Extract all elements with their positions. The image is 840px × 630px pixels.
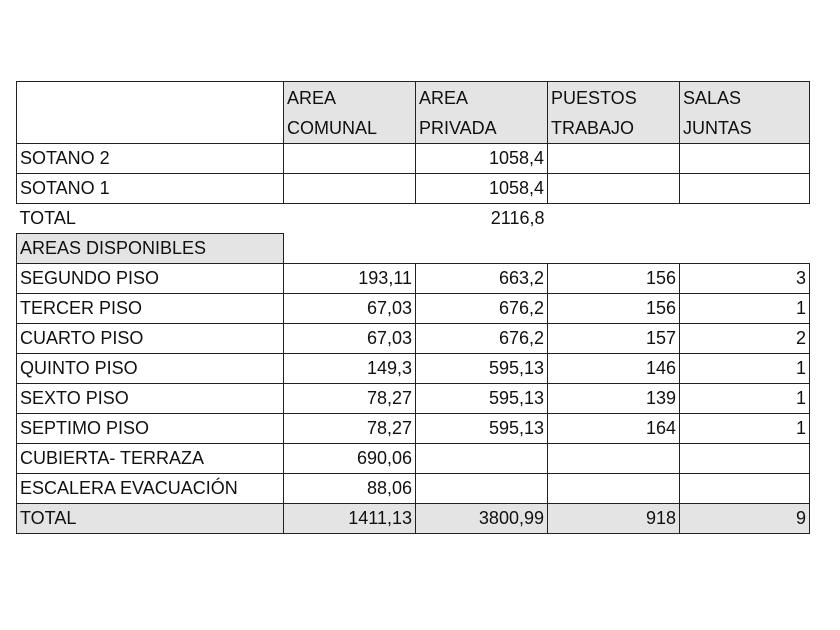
table-row [17,384,810,414]
privada-cell: 1058,4 [416,174,548,204]
salas-cell: 1 [680,384,810,414]
comunal-cell: 193,11 [284,264,416,294]
header-line: JUNTAS [683,118,752,138]
row-label: SEXTO PISO [17,384,284,414]
comunal-cell: 149,3 [284,354,416,384]
row-label: TERCER PISO [17,294,284,324]
row-label: ESCALERA EVACUACIÓN [17,474,284,504]
header-line: PRIVADA [419,118,497,138]
salas-cell: 1 [680,294,810,324]
comunal-cell: 67,03 [284,324,416,354]
row-label: SOTANO 1 [17,174,284,204]
privada-cell: 1058,4 [416,144,548,174]
row-label: SEPTIMO PISO [17,414,284,444]
puestos-cell: 164 [548,414,680,444]
table-row [17,294,810,324]
puestos-cell [548,474,680,504]
table-row [17,474,810,504]
salas-cell: 1 [680,414,810,444]
puestos-cell: 156 [548,294,680,324]
puestos-cell [548,444,680,474]
salas-cell [680,474,810,504]
comunal-cell: 78,27 [284,384,416,414]
comunal-cell: 1411,13 [284,504,416,534]
header-salas-juntas [680,82,810,144]
comunal-cell [284,174,416,204]
puestos-cell: 918 [548,504,680,534]
comunal-cell [284,204,416,234]
header-line: PUESTOS [551,88,637,108]
puestos-cell: 156 [548,264,680,294]
header-line: TRABAJO [551,118,635,138]
salas-cell [680,204,810,234]
comunal-cell: 690,06 [284,444,416,474]
header-line: AREA [287,88,337,108]
header-blank-cell [17,82,284,144]
salas-cell [680,444,810,474]
row-label: CUBIERTA- TERRAZA [17,444,284,474]
salas-cell: 2 [680,324,810,354]
header-area-comunal [284,82,416,144]
privada-cell: 595,13 [416,354,548,384]
section-row [17,234,810,264]
empty-cell [680,234,810,264]
privada-cell: 3800,99 [416,504,548,534]
row-label: SOTANO 2 [17,144,284,174]
puestos-cell [548,144,680,174]
privada-cell: 663,2 [416,264,548,294]
table-row [17,354,810,384]
privada-cell [416,444,548,474]
row-label: TOTAL [17,504,284,534]
header-line: SALAS [683,88,742,108]
comunal-cell: 78,27 [284,414,416,444]
puestos-cell: 146 [548,354,680,384]
comunal-cell [284,144,416,174]
header-line: COMUNAL [287,118,378,138]
salas-cell: 3 [680,264,810,294]
row-label: TOTAL [19,208,76,228]
empty-cell [284,234,416,264]
table-row [17,444,810,474]
privada-cell: 2116,8 [490,208,545,229]
header-row [17,82,810,144]
privada-cell: 676,2 [416,324,548,354]
table-row [17,174,810,204]
puestos-cell [548,204,680,234]
row-label: QUINTO PISO [17,354,284,384]
section-label: AREAS DISPONIBLES [17,234,284,264]
empty-cell [548,234,680,264]
table-row [17,324,810,354]
salas-cell [680,144,810,174]
header-line: AREA [419,88,469,108]
sotanos-total-row [17,204,810,234]
privada-cell: 676,2 [416,294,548,324]
header-area-privada [416,82,548,144]
puestos-cell [548,174,680,204]
header-puestos-trabajo [548,82,680,144]
puestos-cell: 157 [548,324,680,354]
puestos-cell: 139 [548,384,680,414]
salas-cell [680,174,810,204]
comunal-cell: 88,06 [284,474,416,504]
salas-cell: 1 [680,354,810,384]
salas-cell: 9 [680,504,810,534]
area-table [16,81,810,534]
row-label: SEGUNDO PISO [17,264,284,294]
privada-cell: 595,13 [416,384,548,414]
table-row [17,264,810,294]
privada-cell [416,474,548,504]
comunal-cell: 67,03 [284,294,416,324]
grand-total-row [17,504,810,534]
row-label: CUARTO PISO [17,324,284,354]
table-row [17,414,810,444]
table-row [17,144,810,174]
empty-cell [416,234,548,264]
privada-cell: 595,13 [416,414,548,444]
